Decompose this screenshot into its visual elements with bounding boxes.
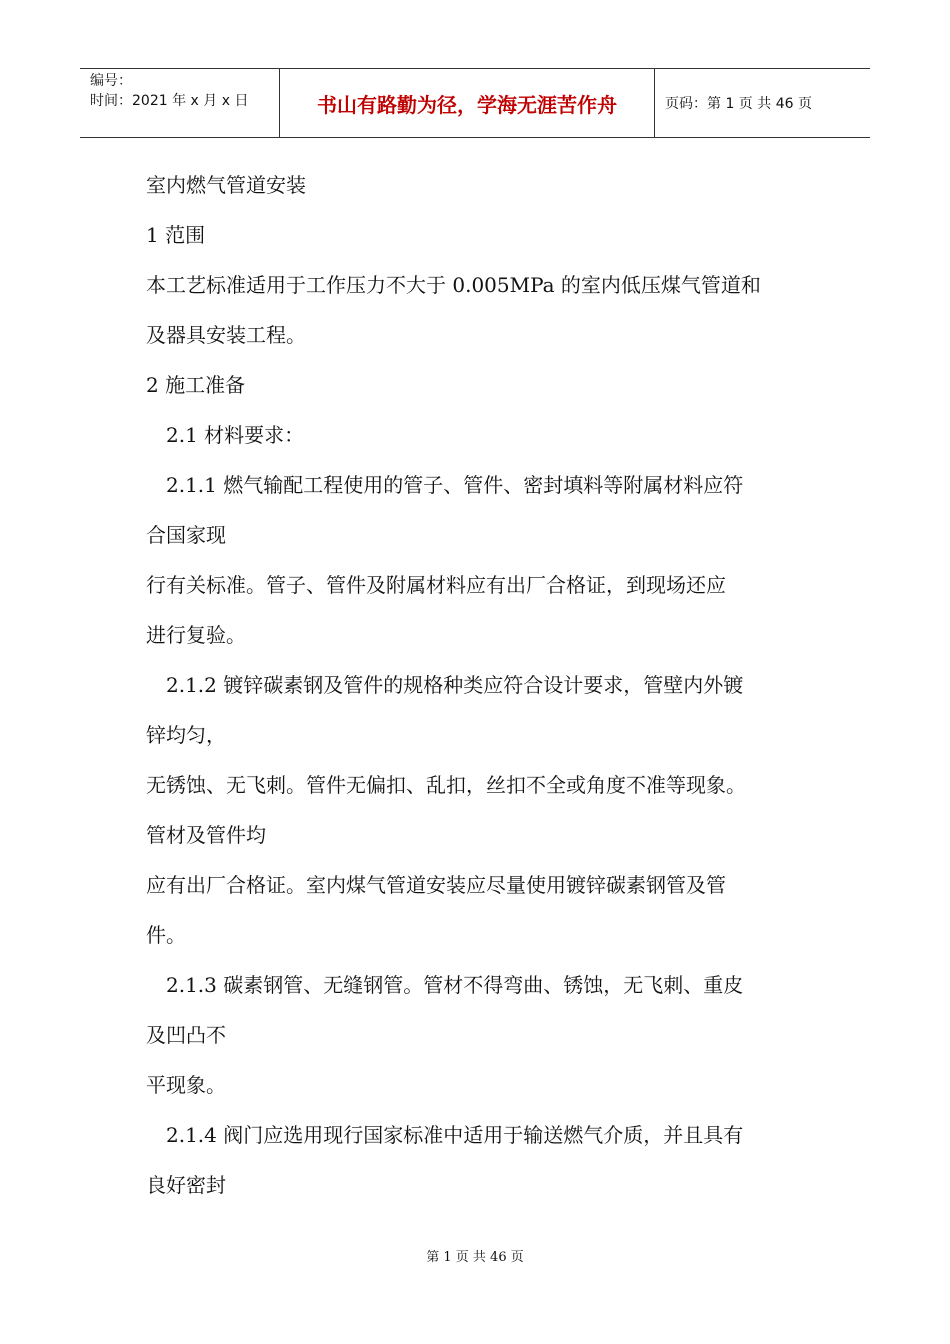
page-footer: 第 1 页 共 46 页 (426, 1250, 524, 1265)
text-line: 行有关标准。管子、管件及附属材料应有出厂合格证，到现场还应 (146, 573, 726, 597)
document-number: 编号： (90, 73, 132, 89)
text-line: 进行复验。 (146, 623, 246, 647)
header-meta (80, 69, 280, 137)
document-body (146, 160, 816, 1210)
text-line: 2.1.3 碳素钢管、无缝钢管。管材不得弯曲、锈蚀，无飞刺、重皮 (166, 973, 744, 997)
text-line: 平现象。 (146, 1073, 226, 1097)
text-line: 2.1.1 燃气输配工程使用的管子、管件、密封填料等附属材料应符 (166, 473, 744, 497)
text-line: 合国家现 (146, 523, 226, 547)
text-line: 及器具安装工程。 (146, 323, 306, 347)
text-line: 2.1 材料要求： (166, 423, 305, 447)
text-line: 1 范围 (146, 223, 206, 247)
text-line: 2.1.2 镀锌碳素钢及管件的规格种类应符合设计要求，管壁内外镀 (166, 673, 744, 697)
text-line: 2.1.4 阀门应选用现行国家标准中适用于输送燃气介质，并且具有 (166, 1123, 744, 1147)
text-line: 锌均匀， (146, 723, 226, 747)
text-line: 管材及管件均 (146, 823, 266, 847)
page-header (80, 68, 870, 138)
text-line: 室内燃气管道安装 (146, 173, 306, 197)
text-line: 应有出厂合格证。室内煤气管道安装应尽量使用镀锌碳素钢管及管 (146, 873, 726, 897)
header-motto: 书山有路勤为径，学海无涯苦作舟 (280, 69, 655, 137)
text-line: 及凹凸不 (146, 1023, 226, 1047)
text-line: 本工艺标准适用于工作压力不大于 0.005MPa 的室内低压煤气管道和 (146, 273, 761, 297)
text-line: 良好密封 (146, 1173, 226, 1197)
document-date: 时间：2021 年 x 月 x 日 (90, 93, 249, 109)
text-line: 2 施工准备 (146, 373, 246, 397)
header-page-info: 页码：第 1 页 共 46 页 (665, 96, 812, 112)
text-line: 件。 (146, 923, 186, 947)
text-line: 无锈蚀、无飞刺。管件无偏扣、乱扣，丝扣不全或角度不准等现象。 (146, 773, 746, 797)
